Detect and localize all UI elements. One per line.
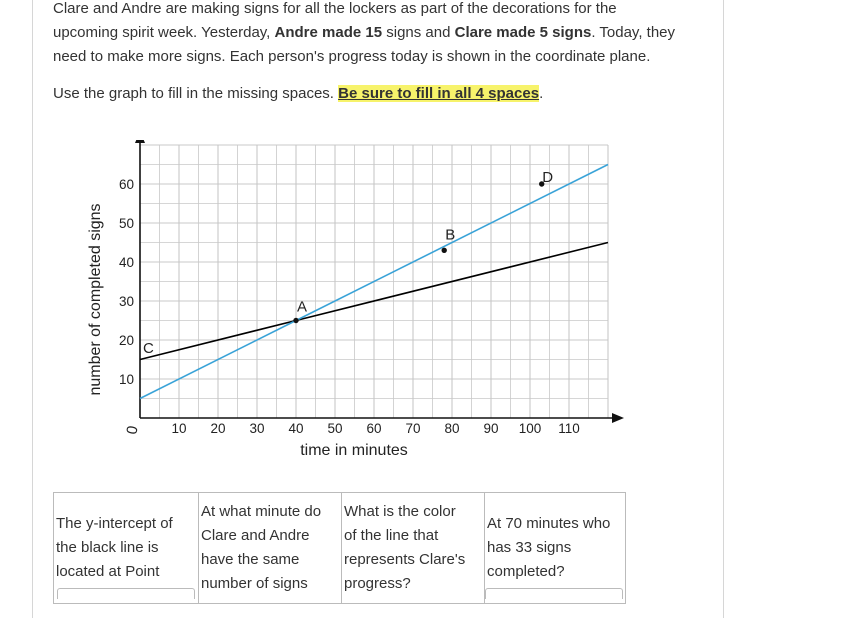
- y-tick-label: 30: [118, 294, 134, 309]
- question-1-line-3: located at Point: [56, 563, 160, 580]
- intro-line-1: Clare and Andre are making signs for all the lockers as part of the decorations for the: [53, 0, 617, 17]
- intro-clare-count: Clare made 5 signs: [454, 24, 592, 41]
- instruction-end: .: [539, 85, 544, 102]
- question-3-line-3: represents Clare's: [344, 551, 466, 568]
- question-4-line-3: completed?: [487, 563, 565, 580]
- question-4-line-2: has 33 signs: [487, 539, 572, 556]
- answer-input-4[interactable]: [485, 588, 623, 599]
- question-1-line-2: the black line is: [56, 539, 159, 556]
- intro-paragraph: [53, 0, 703, 69]
- question-1-line-1: The y-intercept of: [56, 515, 173, 532]
- origin-label: 0: [123, 424, 142, 436]
- y-tick-label: 60: [118, 177, 134, 192]
- x-axis-arrow: [612, 413, 624, 423]
- x-tick-label: 60: [366, 421, 382, 436]
- x-tick-label: 70: [405, 421, 421, 436]
- point-d-label: D: [542, 169, 554, 186]
- intro-line-2c: signs and: [382, 24, 455, 41]
- intro-line-2a: upcoming spirit week. Yesterday,: [53, 24, 275, 41]
- x-tick-label: 110: [558, 421, 580, 436]
- y-tick-label: 50: [118, 216, 134, 231]
- y-tick-label: 10: [118, 372, 134, 387]
- question-3-line-1: What is the color: [344, 503, 456, 520]
- labeled-points: [143, 169, 553, 357]
- intro-line-2e: . Today, they: [591, 24, 676, 41]
- question-3-line-4: progress?: [344, 575, 411, 592]
- y-axis-arrow: [135, 140, 145, 143]
- intro-andre-count: Andre made 15: [274, 24, 383, 41]
- question-4-line-1: At 70 minutes who: [487, 515, 611, 532]
- question-cell-3: [342, 493, 485, 604]
- x-tick-label: 90: [483, 421, 499, 436]
- y-tick-label: 40: [118, 255, 134, 270]
- instruction-text: Use the graph to fill in the missing spaces.: [53, 85, 339, 102]
- x-tick-label: 10: [171, 421, 187, 436]
- point-a-label: A: [296, 298, 308, 316]
- question-cell-1: [54, 493, 199, 604]
- y-tick-label: 20: [118, 333, 134, 348]
- question-2-line-1: At what minute do: [201, 503, 322, 520]
- point-c-label: C: [143, 339, 154, 357]
- answer-input-1[interactable]: [57, 588, 195, 599]
- x-tick-label: 30: [249, 421, 265, 436]
- question-2-line-4: number of signs: [201, 575, 308, 592]
- question-2-line-2: Clare and Andre: [201, 527, 310, 544]
- instruction-paragraph: [53, 82, 703, 106]
- instruction-highlight: Be sure to fill in all 4 spaces: [338, 85, 540, 102]
- question-3-line-2: of the line that: [344, 527, 439, 544]
- point-b-label: B: [445, 226, 456, 244]
- y-axis-label: number of completed signs: [87, 203, 104, 396]
- question-2-line-3: have the same: [201, 551, 300, 568]
- x-tick-label: 50: [327, 421, 343, 436]
- question-cell-2: [199, 493, 342, 604]
- x-axis-label: time in minutes: [300, 442, 408, 459]
- x-tick-label: 40: [288, 421, 304, 436]
- point-b-marker: [442, 248, 447, 253]
- point-a-marker: [293, 318, 298, 323]
- coordinate-plane-graph: [80, 140, 640, 470]
- x-tick-label: 20: [210, 421, 226, 436]
- question-cell-4: [485, 493, 626, 604]
- x-tick-label: 100: [518, 421, 542, 436]
- intro-line-3: need to make more signs. Each person's progress today is shown in the coordinate plane.: [53, 48, 651, 65]
- x-tick-label: 80: [444, 421, 460, 436]
